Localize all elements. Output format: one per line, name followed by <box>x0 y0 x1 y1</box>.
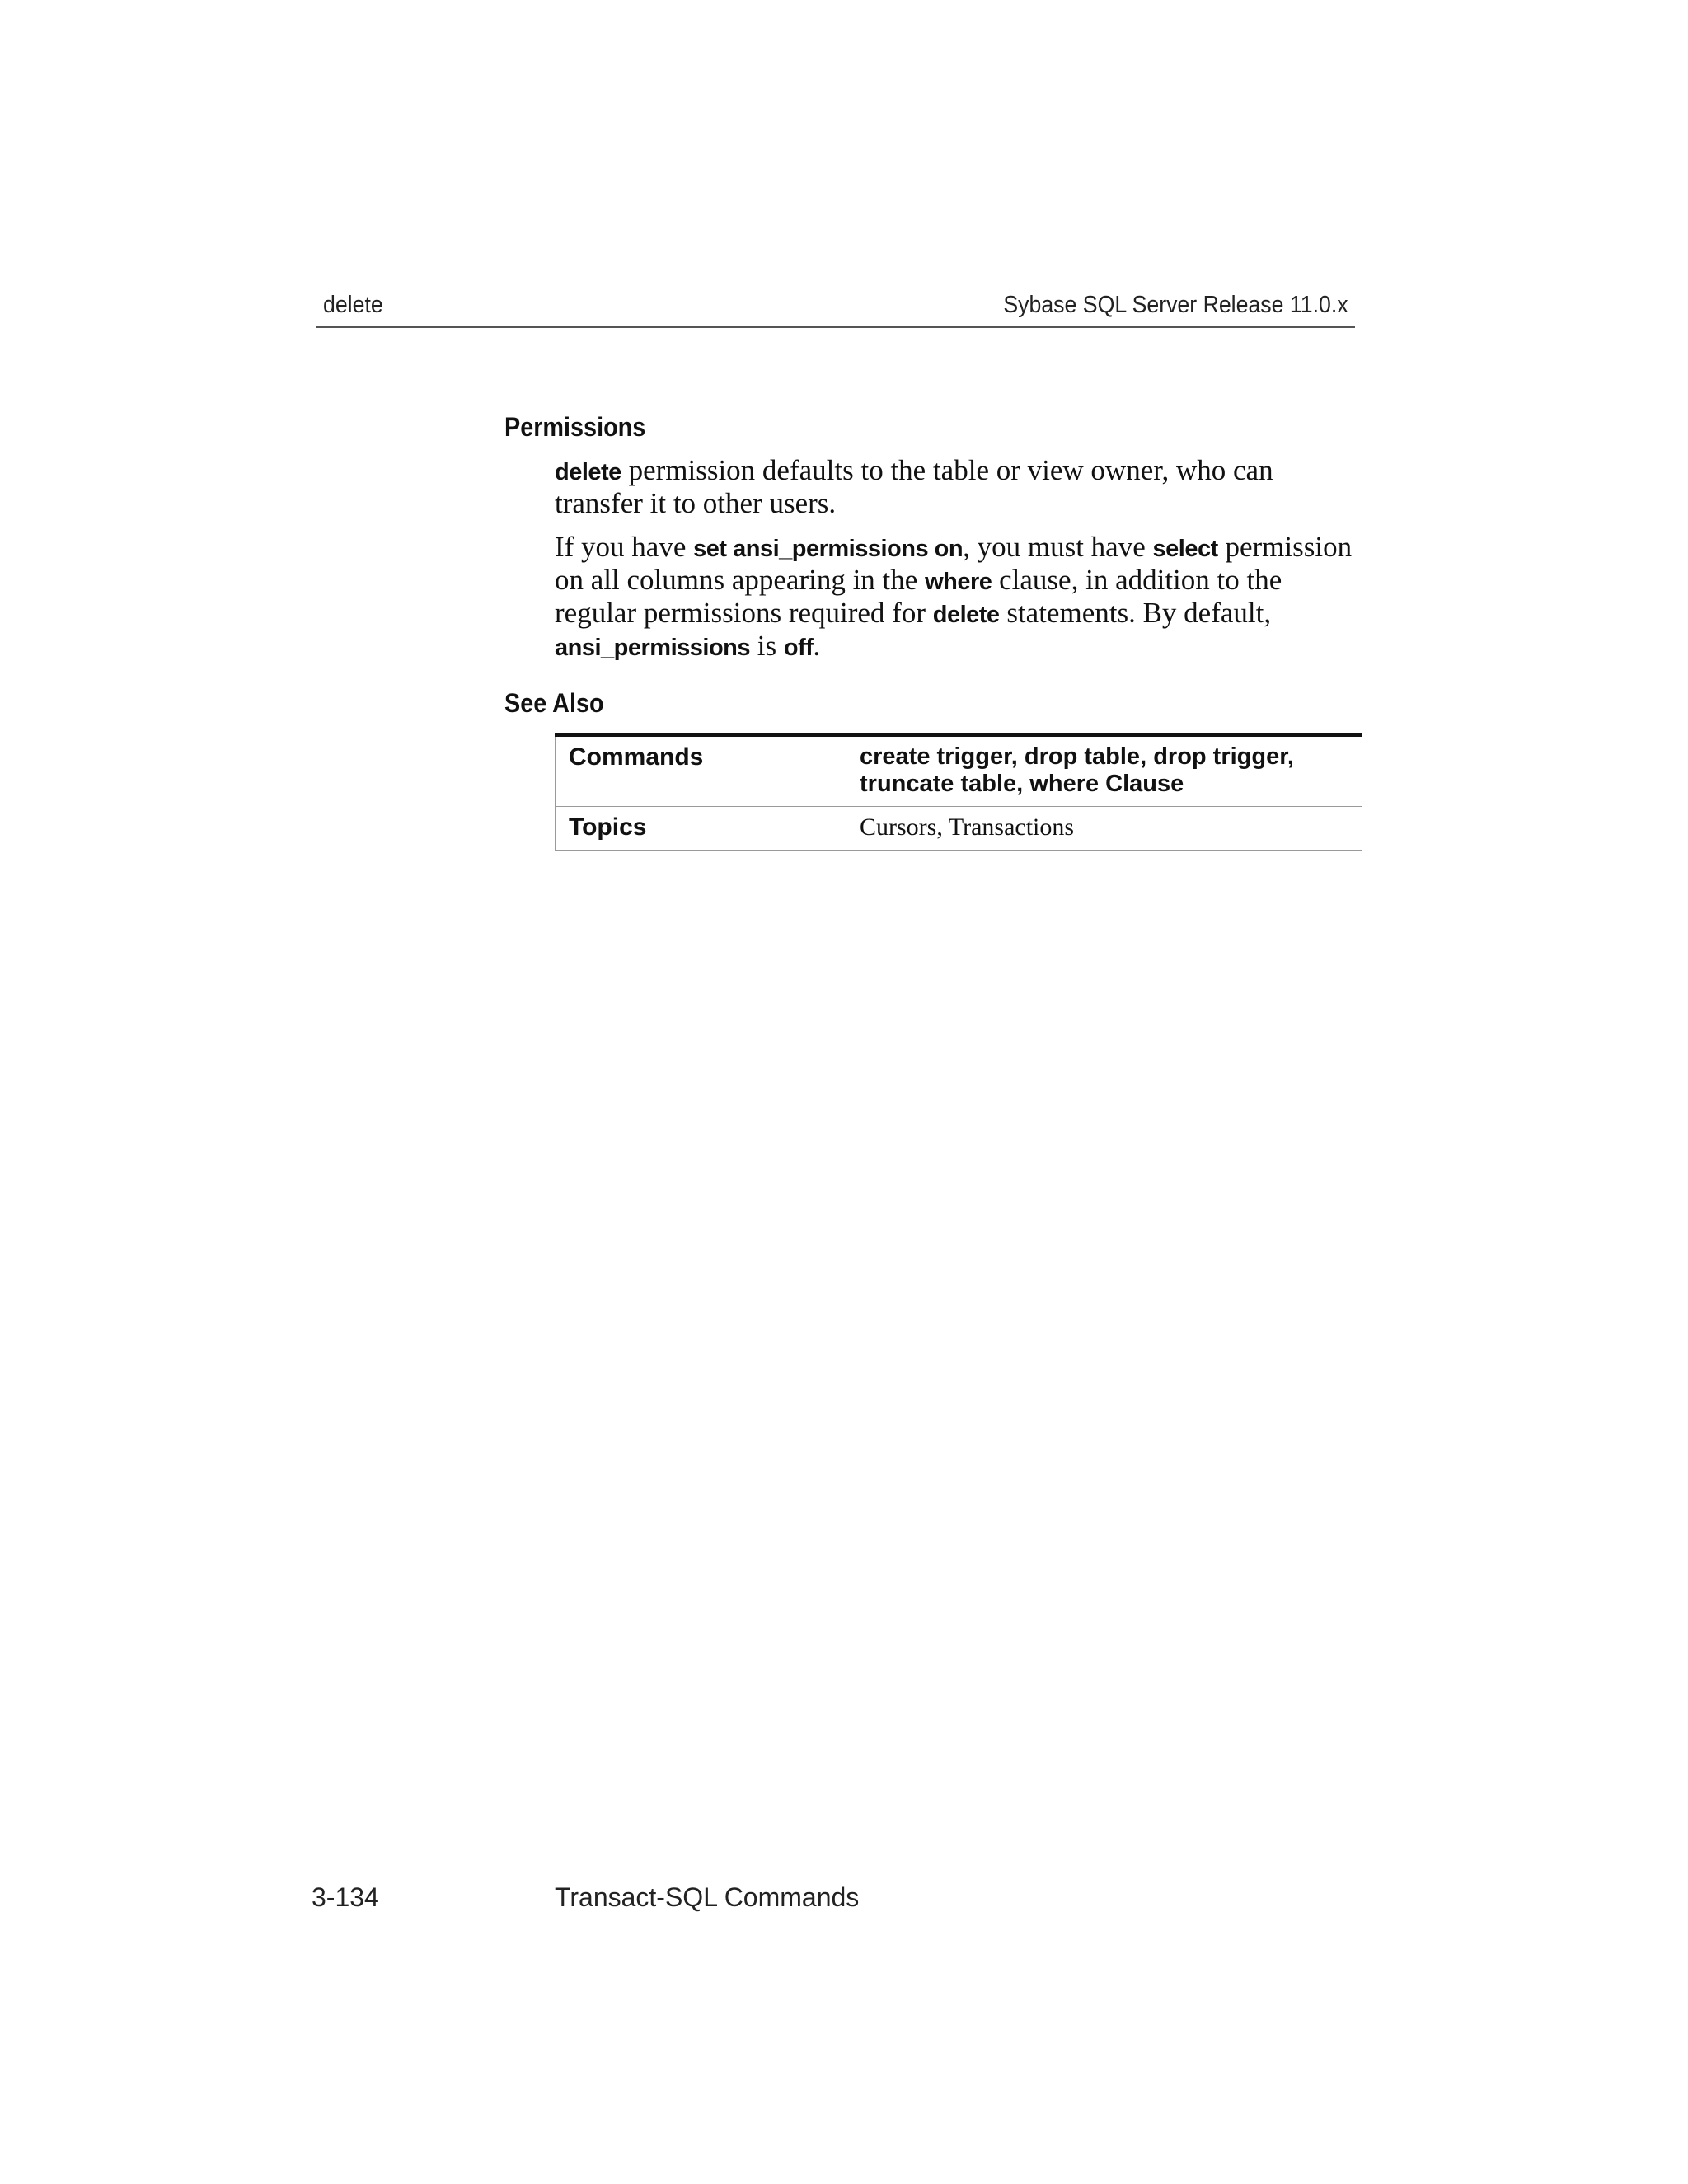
code-ansi-permissions: ansi_permissions <box>555 635 750 661</box>
separator: , <box>936 813 949 841</box>
link-drop-trigger[interactable]: drop trigger <box>1153 743 1287 770</box>
page-number: 3-134 <box>312 1882 379 1912</box>
permissions-heading: Permissions <box>504 412 646 442</box>
text-span: is <box>750 630 784 662</box>
row-label-commands: Commands <box>556 735 846 807</box>
row-label-topics: Topics <box>556 807 846 851</box>
see-also-table <box>555 733 1362 851</box>
text-span: If you have <box>555 531 694 563</box>
separator: , <box>1287 743 1294 770</box>
separator: , <box>1140 743 1154 770</box>
chapter-title: Transact-SQL Commands <box>555 1882 860 1912</box>
table-row <box>556 807 1362 851</box>
code-set-ansi-permissions: set ansi_permissions on <box>693 536 964 562</box>
text-span: permission on all columns appearing in the <box>555 531 1353 596</box>
header-command-name: delete <box>323 292 383 318</box>
link-truncate-table[interactable]: truncate table <box>860 771 1017 797</box>
table-row <box>556 735 1362 807</box>
code-off: off <box>783 635 814 661</box>
text-span: permission defaults to the table or view owner, who can transfer it to other users. <box>555 454 1273 519</box>
text-span: statements. By default, <box>999 597 1272 629</box>
link-where-clause[interactable]: where Clause <box>1029 771 1184 797</box>
code-delete: delete <box>555 459 621 485</box>
text-span: clause, in addition to the regular permissions required for <box>555 564 1282 629</box>
code-select: select <box>1152 536 1218 562</box>
see-also-heading: See Also <box>504 688 604 718</box>
link-transactions[interactable]: Transactions <box>948 813 1075 841</box>
code-delete: delete <box>932 602 1000 628</box>
header-product-release: Sybase SQL Server Release 11.0.x <box>1003 292 1348 318</box>
separator: , <box>1016 771 1030 797</box>
permissions-paragraph-1 <box>555 455 1362 519</box>
code-where: where <box>925 569 992 595</box>
permissions-paragraph-2 <box>555 532 1362 663</box>
running-header <box>316 292 1355 328</box>
text-span: , you must have <box>963 531 1153 563</box>
commands-cell <box>846 735 1362 807</box>
separator: , <box>1010 743 1025 770</box>
link-create-trigger[interactable]: create trigger <box>860 743 1011 770</box>
link-cursors[interactable]: Cursors <box>860 813 937 841</box>
link-drop-table[interactable]: drop table <box>1024 743 1141 770</box>
topics-cell <box>846 807 1362 851</box>
text-span: . <box>813 630 821 662</box>
